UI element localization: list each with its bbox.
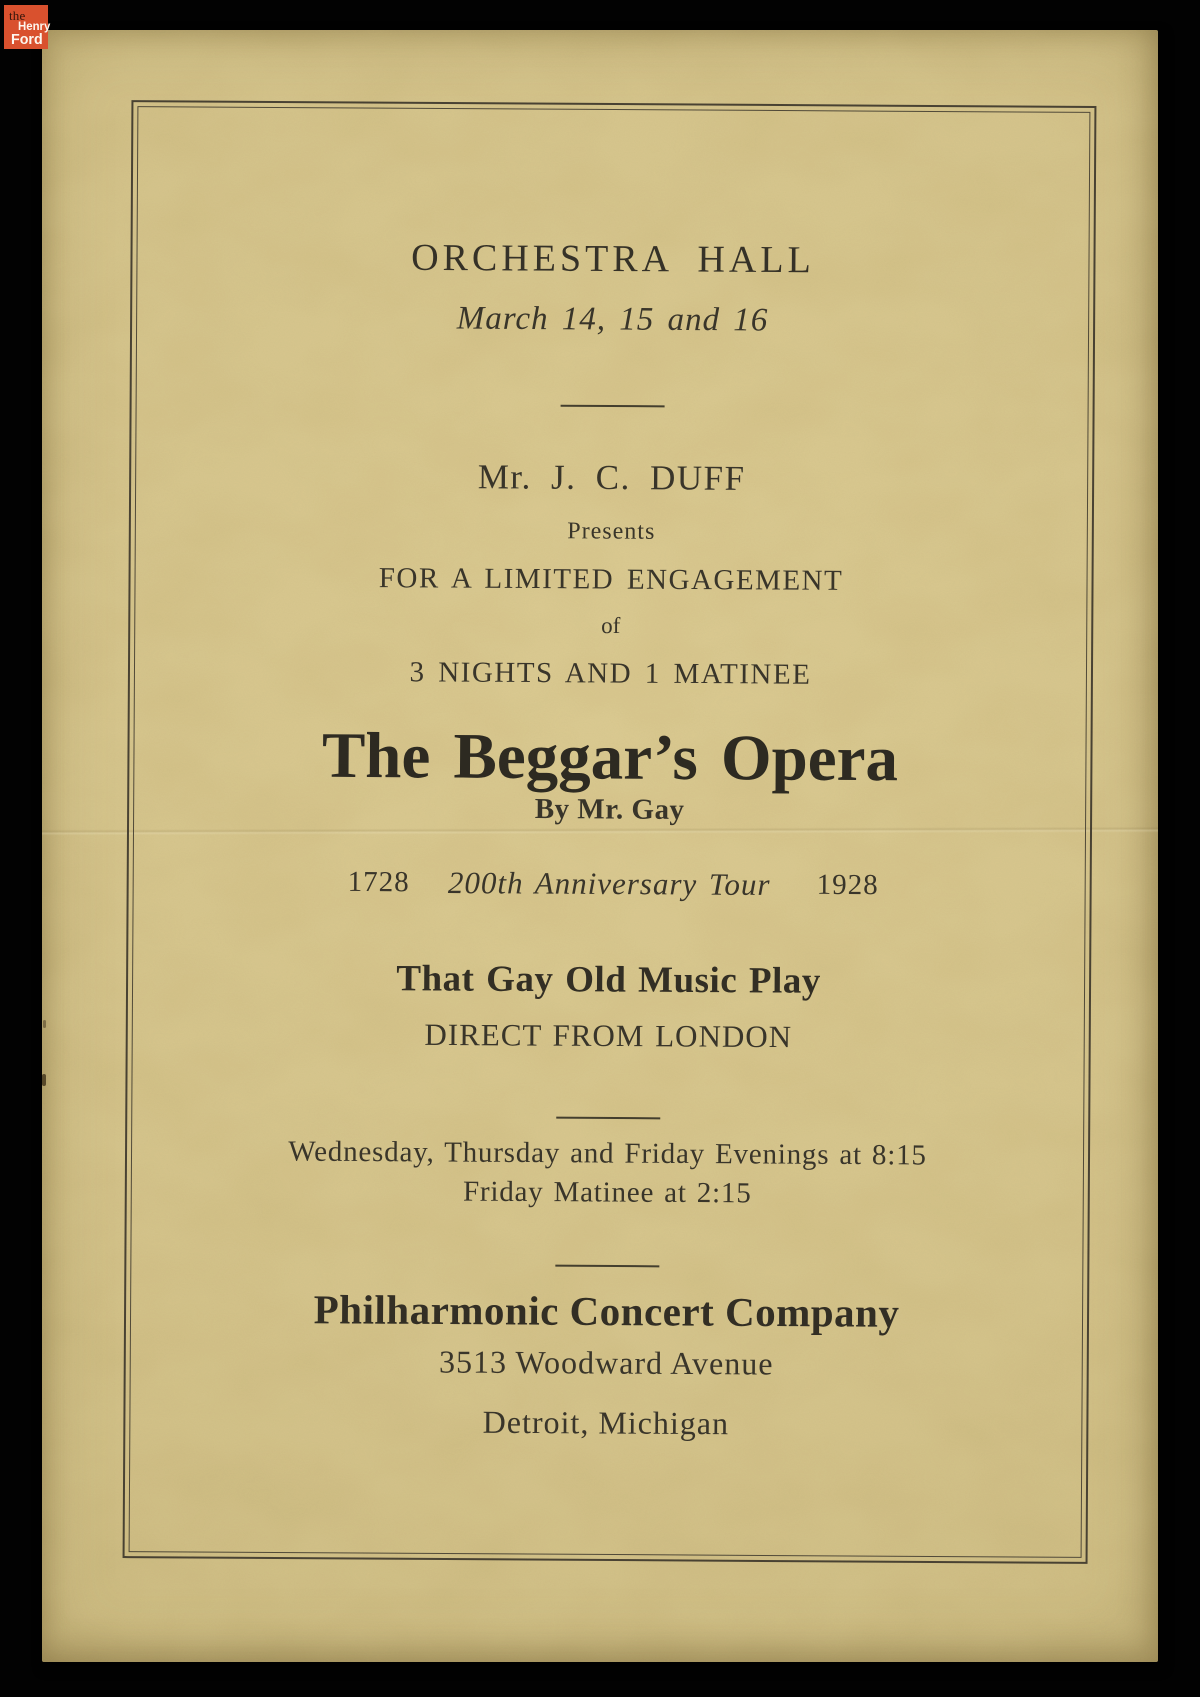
henry-ford-logo: [4, 5, 51, 49]
production-title: The Beggar’s Opera: [321, 719, 899, 796]
engagement-detail: 3 NIGHTS AND 1 MATINEE: [409, 656, 812, 691]
logo-word-the: the: [9, 8, 26, 23]
anniversary-year-right: 1928: [816, 868, 879, 902]
logo-word-ford: Ford: [11, 31, 43, 48]
presents-label: Presents: [567, 518, 656, 545]
anniversary-tour-name: 200th Anniversary Tour: [447, 865, 771, 902]
company-name: Philharmonic Concert Company: [313, 1286, 900, 1336]
section-divider-rule: [556, 1117, 660, 1120]
of-label: of: [601, 612, 621, 639]
performance-dates: March 14, 15 and 16: [456, 300, 769, 339]
company-city: Detroit, Michigan: [482, 1403, 730, 1442]
schedule-matinee: Friday Matinee at 2:15: [462, 1175, 752, 1210]
presenter-name: Mr. J. C. DUFF: [477, 457, 746, 498]
paper-edge-mark: [43, 1020, 46, 1028]
origin-line: DIRECT FROM LONDON: [424, 1016, 793, 1055]
engagement-line: FOR A LIMITED ENGAGEMENT: [378, 562, 844, 597]
anniversary-year-left: 1728: [347, 865, 410, 899]
decorative-border-frame: [123, 100, 1097, 1564]
section-divider-rule: [560, 405, 664, 408]
playbill-page: [42, 30, 1158, 1662]
venue-title: ORCHESTRA HALL: [411, 236, 815, 282]
schedule-evenings: Wednesday, Thursday and Friday Evenings at 8:15: [288, 1135, 927, 1172]
show-tagline: That Gay Old Music Play: [396, 958, 821, 1002]
logo-word-henry: Henry: [18, 19, 51, 33]
anniversary-row: [129, 865, 1090, 902]
company-address: 3513 Woodward Avenue: [438, 1343, 774, 1382]
author-byline: By Mr. Gay: [534, 793, 685, 826]
section-divider-rule: [555, 1265, 659, 1268]
paper-edge-mark: [42, 1074, 46, 1086]
